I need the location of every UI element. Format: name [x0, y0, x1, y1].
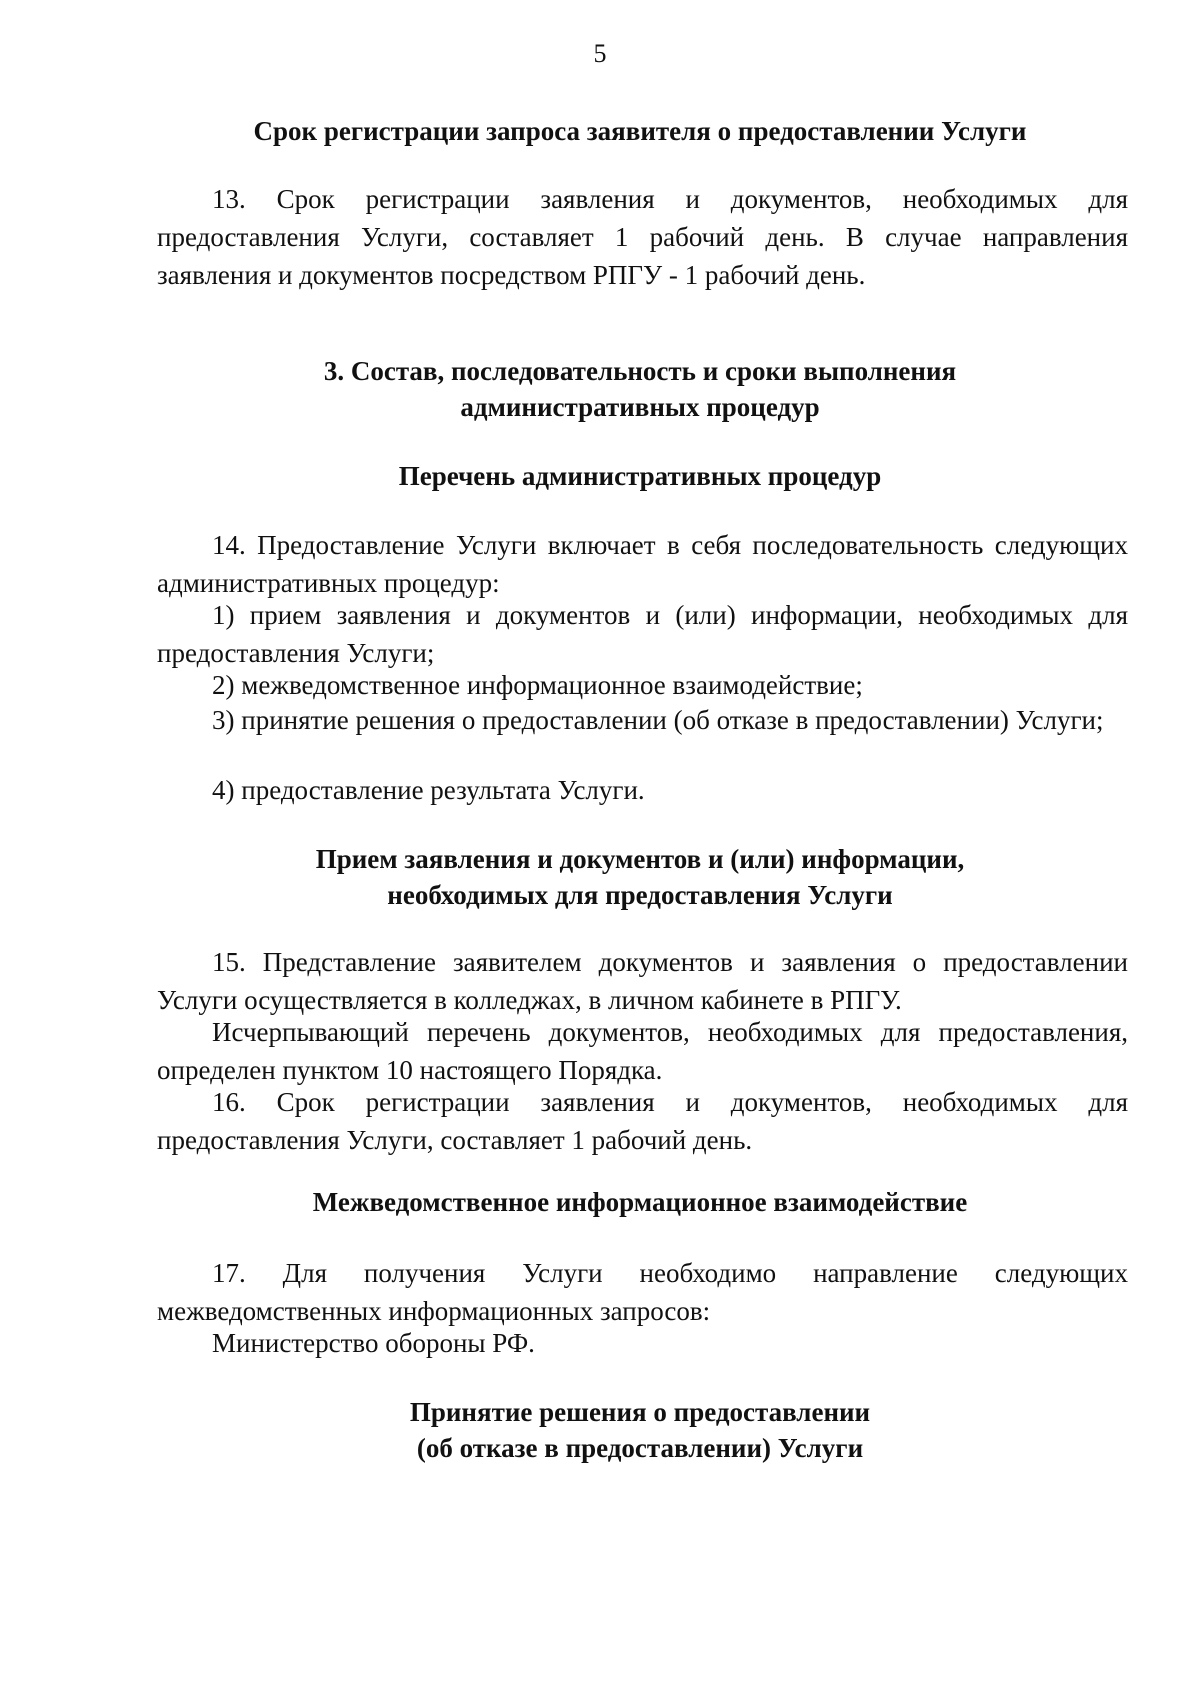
heading-decision-line-2: (об отказе в предоставлении) Услуги — [416, 1433, 864, 1463]
paragraph-17-ministry: Министерство обороны РФ. — [212, 1328, 535, 1358]
paragraph-14-item-2: 2) межведомственное информационное взаимодействие; — [212, 670, 863, 700]
heading-section-3-line-1: 3. Состав, последовательность и сроки выполнения — [323, 356, 957, 386]
paragraph-13: 13. Срок регистрации заявления и документов, необходимых для предоставления Услуги, составляет 1 рабочий день. В случае направления заявления и документов посредством РПГУ - 1 рабочий день. — [157, 184, 1128, 290]
paragraph-15: 15. Представление заявителем документов и заявления о предоставлении Услуги осуществляется в колледжах, в личном кабинете в РПГУ. — [157, 947, 1128, 1015]
paragraph-16: 16. Срок регистрации заявления и документов, необходимых для предоставления Услуги, составляет 1 рабочий день. — [157, 1087, 1128, 1155]
paragraph-17: 17. Для получения Услуги необходимо направление следующих межведомственных информационных запросов: — [157, 1258, 1128, 1326]
paragraph-14-item-3: 3) принятие решения о предоставлении (об отказе в предоставлении) Услуги; — [212, 705, 1104, 735]
heading-reception-line-2: необходимых для предоставления Услуги — [387, 880, 893, 910]
heading-reception-line-1: Прием заявления и документов и (или) информации, — [315, 844, 965, 874]
heading-section-3-line-2: административных процедур — [460, 392, 820, 422]
heading-procedures-list: Перечень административных процедур — [398, 461, 882, 491]
paragraph-15-exhaustive-list: Исчерпывающий перечень документов, необходимых для предоставления, определен пунктом 10 настоящего Порядка. — [157, 1017, 1128, 1085]
heading-interagency: Межведомственное информационное взаимодействие — [312, 1187, 968, 1217]
paragraph-14: 14. Предоставление Услуги включает в себя последовательность следующих административных процедур: — [157, 530, 1128, 598]
paragraph-14-item-4: 4) предоставление результата Услуги. — [212, 775, 645, 805]
heading-decision-line-1: Принятие решения о предоставлении — [409, 1397, 871, 1427]
page-number: 5 — [593, 39, 607, 68]
heading-registration-term: Срок регистрации запроса заявителя о предоставлении Услуги — [253, 116, 1027, 146]
paragraph-14-item-1: 1) прием заявления и документов и (или) информации, необходимых для предоставления Услуги; — [157, 600, 1128, 668]
